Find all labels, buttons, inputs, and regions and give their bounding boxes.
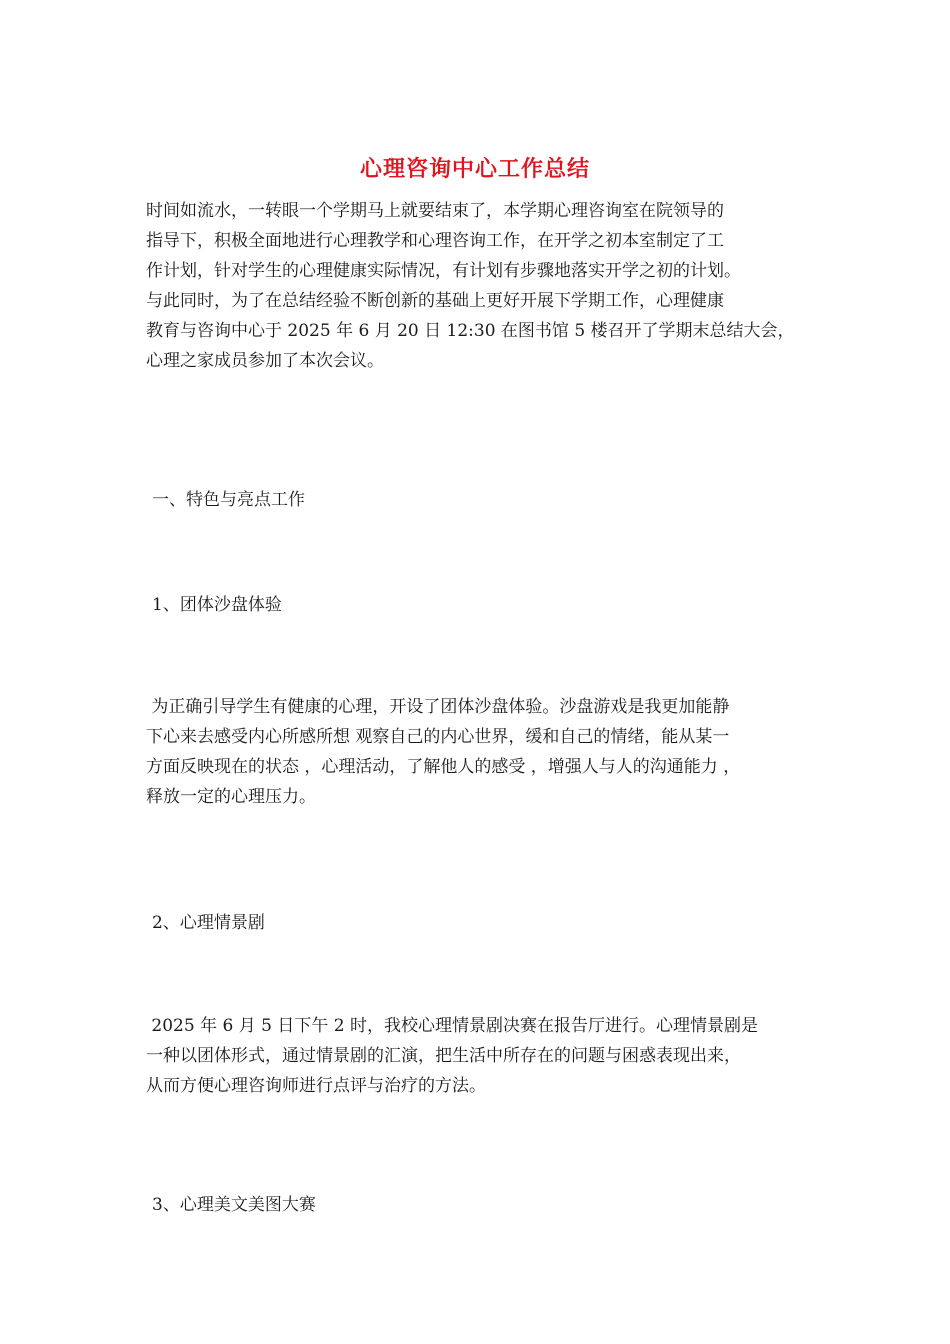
item2-paragraph — [146, 1011, 821, 1101]
section-heading: 一、特色与亮点工作 — [152, 490, 305, 510]
item-heading-1: 1、团体沙盘体验 — [152, 595, 282, 615]
text-line: 与此同时，为了在总结经验不断创新的基础上更好开展下学期工作，心理健康 — [146, 291, 724, 311]
text-line: 心理之家成员参加了本次会议。 — [146, 351, 384, 371]
intro-paragraph — [146, 196, 821, 376]
item-heading-2: 2、心理情景剧 — [152, 913, 265, 933]
document-title: 心理咨询中心工作总结 — [359, 156, 590, 182]
text-line: 教育与咨询中心于 2025 年 6 月 20 日 12:30 在图书馆 5 楼召开了学期末总结大会， — [146, 321, 795, 341]
text-line: 指导下，积极全面地进行心理教学和心理咨询工作，在开学之初本室制定了工 — [146, 231, 724, 251]
text-line: 为正确引导学生有健康的心理，开设了团体沙盘体验。沙盘游戏是我更加能静 — [146, 697, 730, 717]
text-line: 释放一定的心理压力。 — [146, 787, 316, 807]
text-line: 2025 年 6 月 5 日下午 2 时，我校心理情景剧决赛在报告厅进行。心理情景剧是 — [146, 1016, 758, 1036]
text-line: 一种以团体形式，通过情景剧的汇演，把生活中所存在的问题与困惑表现出来， — [146, 1046, 741, 1066]
text-line: 时间如流水，一转眼一个学期马上就要结束了，本学期心理咨询室在院领导的 — [146, 201, 724, 221]
text-line: 从而方便心理咨询师进行点评与治疗的方法。 — [146, 1076, 486, 1096]
item1-paragraph — [146, 692, 821, 812]
item-heading-3: 3、心理美文美图大赛 — [152, 1195, 316, 1215]
text-line: 下心来去感受内心所感所想 观察自己的内心世界，缓和自己的情绪，能从某一 — [146, 727, 730, 747]
text-line: 方面反映现在的状态 ，心理活动，了解他人的感受 ，增强人与人的沟通能力 ， — [146, 757, 741, 777]
text-line: 作计划，针对学生的心理健康实际情况，有计划有步骤地落实开学之初的计划。 — [146, 261, 741, 281]
